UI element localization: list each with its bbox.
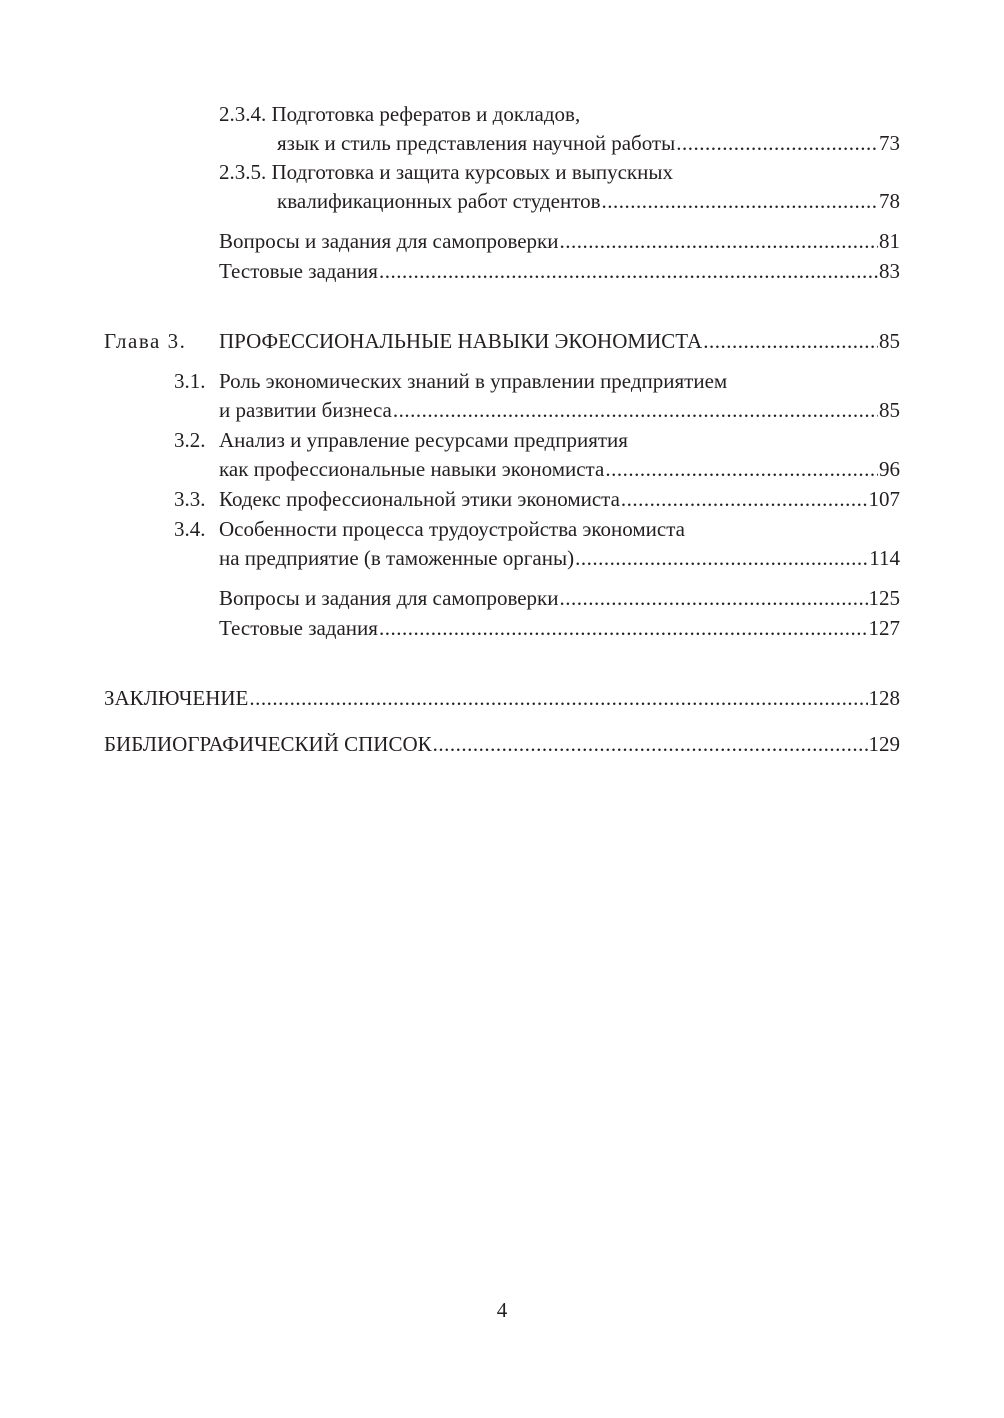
entry-title: Тестовые задания	[219, 259, 378, 283]
toc-entry-3-2-line1	[219, 426, 628, 454]
dot-leader	[605, 455, 878, 483]
toc-entry-2-3-4-line2	[277, 129, 900, 157]
chapter-label: Глава 3.	[104, 329, 187, 353]
chapter-title: ПРОФЕССИОНАЛЬНЫЕ НАВЫКИ ЭКОНОМИСТА	[219, 329, 703, 353]
toc-entry-2-3-4-line1	[219, 100, 580, 128]
dot-leader	[379, 257, 878, 285]
section-number: 3.2.	[174, 428, 206, 452]
section-title-continued: язык и стиль представления научной работы	[277, 131, 676, 155]
page-ref: 114	[869, 546, 900, 570]
entry-title: ЗАКЛЮЧЕНИЕ	[104, 686, 249, 710]
dot-leader	[379, 614, 868, 642]
section-title: Подготовка и защита курсовых и выпускных	[271, 160, 673, 184]
toc-entry-3-1-line1	[219, 367, 727, 395]
dot-leader	[249, 684, 867, 712]
section-title: Особенности процесса трудоустройства экономиста	[219, 517, 685, 541]
section-title: Роль экономических знаний в управлении предприятием	[219, 369, 728, 393]
page-ref: 129	[868, 732, 900, 756]
page-ref: 107	[868, 487, 900, 511]
page-ref: 85	[879, 398, 900, 422]
section-title-continued: и развитии бизнеса	[219, 398, 392, 422]
page-ref: 128	[868, 686, 900, 710]
section-number: 3.4.	[174, 517, 206, 541]
section-title-continued: квалификационных работ студентов	[277, 189, 601, 213]
toc-entry-ch2-questions	[219, 227, 900, 255]
page-ref: 85	[879, 329, 900, 353]
entry-title: Тестовые задания	[219, 616, 378, 640]
entry-title: Вопросы и задания для самопроверки	[219, 586, 559, 610]
page-ref: 81	[879, 229, 900, 253]
toc-entry-ch3-questions	[219, 584, 900, 612]
page-ref: 125	[868, 586, 900, 610]
dot-leader	[703, 327, 878, 355]
toc-entry-bibliography	[104, 730, 900, 758]
toc-entry-3-2-line2	[219, 455, 900, 483]
entry-title: Вопросы и задания для самопроверки	[219, 229, 559, 253]
page-ref: 73	[879, 131, 900, 155]
page-ref: 78	[879, 189, 900, 213]
dot-leader	[560, 227, 879, 255]
section-title: Кодекс профессиональной этики экономиста	[219, 487, 620, 511]
toc-entry-ch2-tests	[219, 257, 900, 285]
dot-leader	[393, 396, 878, 424]
toc-entry-3-1-line2	[219, 396, 900, 424]
page-number: 4	[496, 1298, 508, 1322]
dot-leader	[560, 584, 868, 612]
page-ref: 127	[868, 616, 900, 640]
toc-entry-3-4-line2	[219, 544, 900, 572]
dot-leader	[621, 485, 868, 513]
toc-entry-chapter-3	[219, 327, 900, 355]
section-number: 3.1.	[174, 369, 206, 393]
toc-entry-2-3-5-line2	[277, 187, 900, 215]
toc-entry-3-4-line1	[219, 515, 685, 543]
page-ref: 83	[879, 259, 900, 283]
dot-leader	[433, 730, 868, 758]
section-title: Подготовка рефератов и докладов,	[271, 102, 581, 126]
section-title-continued: на предприятие (в таможенные органы)	[219, 546, 575, 570]
dot-leader	[575, 544, 868, 572]
section-number: 3.3.	[174, 487, 206, 511]
section-number: 2.3.5.	[219, 160, 272, 184]
section-title-continued: как профессиональные навыки экономиста	[219, 457, 605, 481]
entry-title: БИБЛИОГРАФИЧЕСКИЙ СПИСОК	[104, 732, 432, 756]
page-ref: 96	[879, 457, 900, 481]
section-title: Анализ и управление ресурсами предприятия	[219, 428, 628, 452]
toc-entry-ch3-tests	[219, 614, 900, 642]
dot-leader	[602, 187, 878, 215]
dot-leader	[676, 129, 878, 157]
section-number: 2.3.4.	[219, 102, 272, 126]
toc-entry-2-3-5-line1	[219, 158, 673, 186]
toc-entry-3-3	[219, 485, 900, 513]
toc-entry-conclusion	[104, 684, 900, 712]
